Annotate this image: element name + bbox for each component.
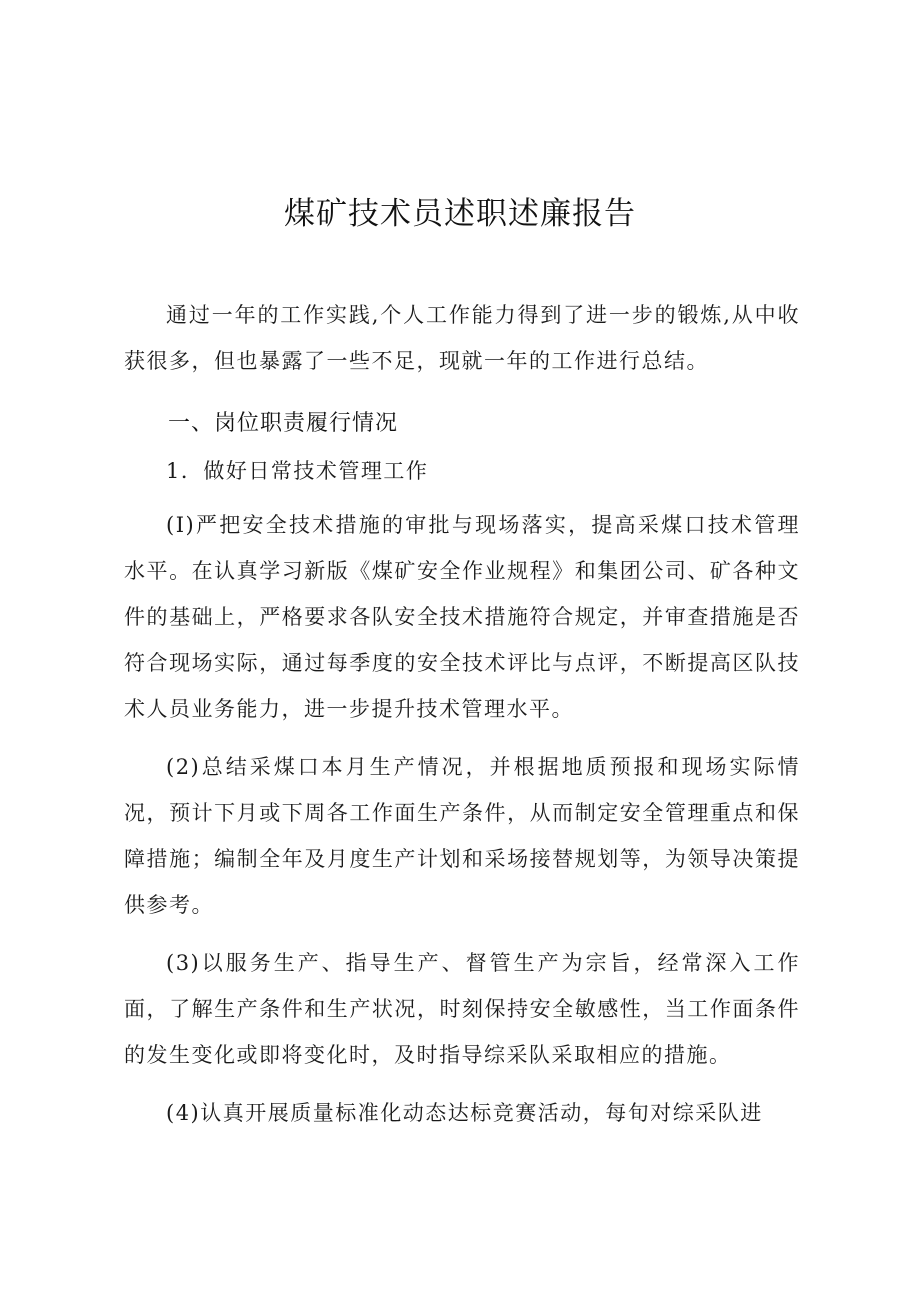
list-item-1: (I)严把安全技术措施的审批与现场落实，提高采煤口技术管理水平。在认真学习新版《煤矿安全作业规程》和集团公司、矿各种文件的基础上，严格要求各队安全技术措施符合规定，并审查措施是否符合现场实际，通过每季度的安全技术评比与点评，不断提高区队技术人员业务能力，进一步提升技术管理水平。 <box>124 513 800 721</box>
list-item-4: (4)认真开展质量标准化动态达标竞赛活动，每旬对综采队进 <box>166 1101 763 1125</box>
subsection-heading-1: 1．做好日常技术管理工作 <box>166 459 429 483</box>
document-title: 煤矿技术员述职述廉报告 <box>284 196 636 232</box>
document-body <box>124 292 800 1148</box>
section-heading-1: 一、岗位职责履行情况 <box>168 411 399 436</box>
intro-paragraph: 通过一年的工作实践,个人工作能力得到了进一步的锻炼,从中收获很多，但也暴露了一些不足，现就一年的工作进行总结。 <box>124 303 800 373</box>
list-item-3: (3)以服务生产、指导生产、督管生产为宗旨，经常深入工作面，了解生产条件和生产状况，时刻保持安全敏感性，当工作面条件的发生变化或即将变化时，及时指导综采队采取相应的措施。 <box>124 951 800 1067</box>
list-item-2: (2)总结采煤口本月生产情况，并根据地质预报和现场实际情况，预计下月或下周各工作面生产条件，从而制定安全管理重点和保障措施；编制全年及月度生产计划和采场接替规划等，为领导决策提供参考。 <box>124 755 800 917</box>
